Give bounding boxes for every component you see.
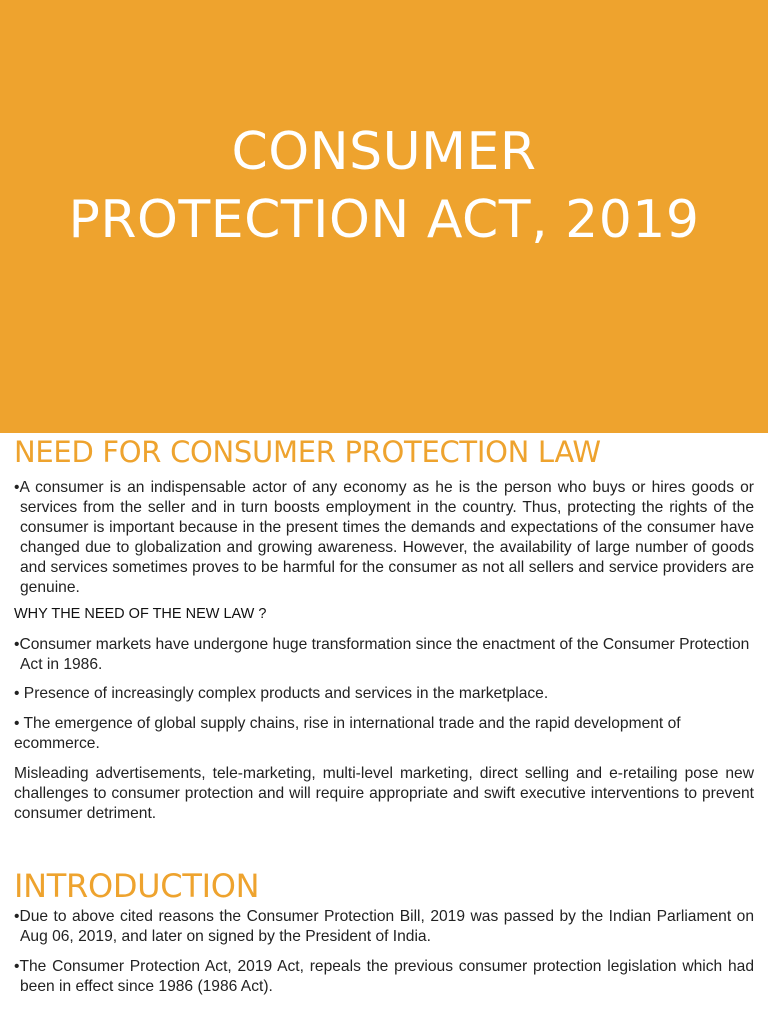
intro-point-2: •The Consumer Protection Act, 2019 Act, repeals the previous consumer protection legislation which had been in effect since 1986 (1986 Act).: [14, 958, 754, 995]
content-slide: [0, 433, 768, 1024]
need-point-1: •Consumer markets have undergone huge transformation since the enactment of the Consumer Protection Act in 1986.: [14, 636, 750, 673]
need-paragraph: •A consumer is an indispensable actor of any economy as he is the person who buys or hires goods or services from the seller and in turn boosts employment in the country. Thus, protecting the rights of the consumer is important because in the present times the demands and expectations of the consumer have changed due to globalization and growing awareness. However, the availability of large number of goods and services sometimes proves to be harmful for the consumer as not all sellers and service providers are genuine.: [14, 479, 754, 596]
introduction-heading: INTRODUCTION: [14, 867, 260, 905]
need-section-heading: NEED FOR CONSUMER PROTECTION LAW: [14, 435, 601, 469]
need-point-2: • Presence of increasingly complex products and services in the marketplace.: [14, 685, 549, 702]
need-point-3: • The emergence of global supply chains, rise in international trade and the rapid development of ecommerce.: [14, 715, 681, 752]
intro-point-1: •Due to above cited reasons the Consumer Protection Bill, 2019 was passed by the Indian Parliament on Aug 06, 2019, and later on signed by the President of India.: [14, 908, 754, 945]
document-title: [0, 118, 768, 254]
title-line-2: PROTECTION ACT, 2019: [68, 190, 700, 250]
title-line-1: CONSUMER: [231, 122, 537, 182]
title-slide: [0, 0, 768, 433]
why-subheading: WHY THE NEED OF THE NEW LAW ?: [14, 606, 267, 622]
need-closing-paragraph: Misleading advertisements, tele-marketing, multi-level marketing, direct selling and e-retailing pose new challenges to consumer protection and will require appropriate and swift executive interventions to prevent consumer detriment.: [14, 765, 754, 822]
